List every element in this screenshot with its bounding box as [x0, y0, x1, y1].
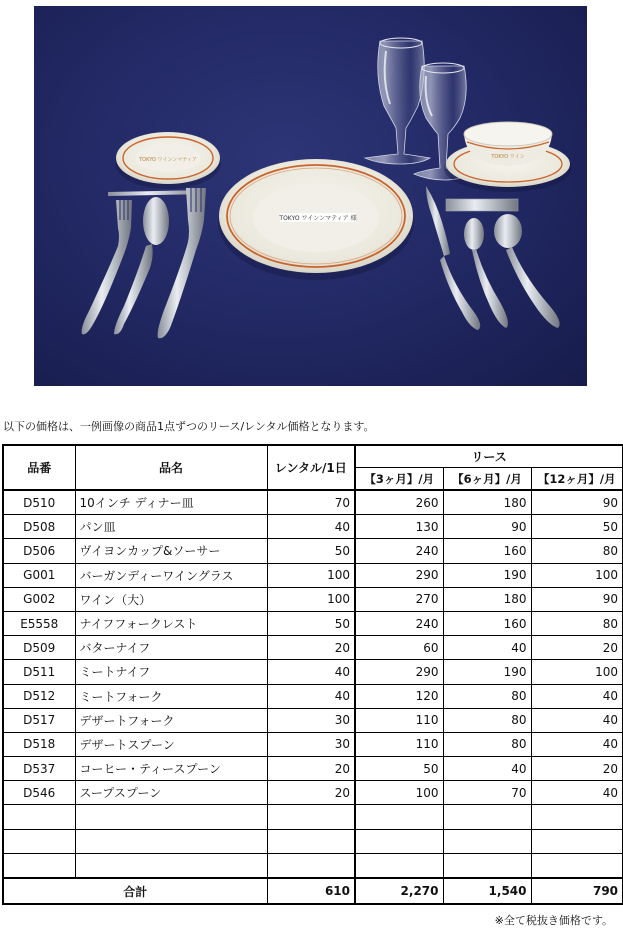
- cell-rental: 30: [267, 732, 355, 756]
- table-row: [3, 732, 623, 756]
- knife-rest: [446, 199, 518, 211]
- wine-glass-large: [365, 38, 430, 164]
- cell-name: デザートスプーン: [75, 732, 267, 756]
- cell-lease-3: [355, 829, 443, 853]
- cell-lease-3: 240: [355, 539, 443, 563]
- cell-lease-3: 130: [355, 515, 443, 539]
- header-lease-12: 【12ヶ月】/月: [531, 468, 623, 491]
- cell-code: [3, 805, 75, 829]
- cell-rental: 50: [267, 539, 355, 563]
- cell-rental: 40: [267, 684, 355, 708]
- cell-lease-6: 40: [443, 636, 531, 660]
- place-setting-illustration: [34, 6, 587, 386]
- cell-rental: 20: [267, 757, 355, 781]
- cell-name: ワイン（大）: [75, 587, 267, 611]
- intro-text: 以下の価格は、一例画像の商品1点ずつのリース/レンタル価格となります。: [3, 420, 375, 433]
- table-row: [3, 563, 623, 587]
- cell-lease-12: 80: [531, 539, 623, 563]
- cell-code: D546: [3, 781, 75, 805]
- cell-name: バターナイフ: [75, 636, 267, 660]
- table-row: [3, 660, 623, 684]
- table-row: [3, 684, 623, 708]
- cell-lease-3: 270: [355, 587, 443, 611]
- cell-name: ミートフォーク: [75, 684, 267, 708]
- tableware-photo: [34, 6, 587, 386]
- cell-lease-3: 110: [355, 732, 443, 756]
- cell-code: D511: [3, 660, 75, 684]
- cell-lease-6: 80: [443, 684, 531, 708]
- table-row: [3, 587, 623, 611]
- cell-lease-6: [443, 829, 531, 853]
- table-row: [3, 490, 623, 515]
- cell-lease-6: 40: [443, 757, 531, 781]
- cell-lease-12: 20: [531, 757, 623, 781]
- table-row: [3, 757, 623, 781]
- cell-code: D517: [3, 708, 75, 732]
- cell-lease-6: 160: [443, 539, 531, 563]
- cell-name: [75, 853, 267, 878]
- cell-rental: 20: [267, 781, 355, 805]
- tax-note: ※全て税抜き価格です。: [494, 914, 613, 927]
- header-name: 品名: [75, 445, 267, 490]
- cell-lease-12: [531, 829, 623, 853]
- cell-rental: 40: [267, 660, 355, 684]
- cell-name: ミートナイフ: [75, 660, 267, 684]
- cell-lease-3: [355, 805, 443, 829]
- cell-lease-3: 260: [355, 490, 443, 515]
- cell-rental: 70: [267, 490, 355, 515]
- cell-lease-3: 240: [355, 611, 443, 635]
- header-code: 品番: [3, 445, 75, 490]
- cell-lease-12: 90: [531, 490, 623, 515]
- price-table: [2, 444, 623, 905]
- cell-lease-12: 20: [531, 636, 623, 660]
- cell-name: デザートフォーク: [75, 708, 267, 732]
- cell-lease-12: 100: [531, 660, 623, 684]
- cell-lease-12: [531, 805, 623, 829]
- cell-code: D508: [3, 515, 75, 539]
- cell-code: D518: [3, 732, 75, 756]
- header-rental: レンタル/1日: [267, 445, 355, 490]
- cell-name: [75, 829, 267, 853]
- header-lease: リース: [355, 445, 623, 468]
- total-lease-6: 1,540: [443, 878, 531, 904]
- cell-name: パン皿: [75, 515, 267, 539]
- dinner-plate: [218, 159, 414, 280]
- table-row: [3, 515, 623, 539]
- cell-lease-6: 180: [443, 490, 531, 515]
- cell-name: ヴイヨンカップ&ソーサー: [75, 539, 267, 563]
- cell-lease-12: [531, 853, 623, 878]
- empty-row: [3, 805, 623, 829]
- cell-rental: [267, 829, 355, 853]
- cell-code: D510: [3, 490, 75, 515]
- table-row: [3, 539, 623, 563]
- total-lease-3: 2,270: [355, 878, 443, 904]
- cell-code: [3, 853, 75, 878]
- table-row: [3, 708, 623, 732]
- cell-rental: 100: [267, 587, 355, 611]
- cell-code: [3, 829, 75, 853]
- cell-lease-6: 80: [443, 708, 531, 732]
- svg-text:TOKYO ワインンマティア: TOKYO ワインンマティア: [139, 157, 197, 163]
- header-lease-6: 【6ヶ月】/月: [443, 468, 531, 491]
- table-row: [3, 781, 623, 805]
- cell-rental: 20: [267, 636, 355, 660]
- cell-name: 10インチ ディナー皿: [75, 490, 267, 515]
- total-rental: 610: [267, 878, 355, 904]
- cell-lease-12: 80: [531, 611, 623, 635]
- cell-lease-6: 190: [443, 660, 531, 684]
- cell-rental: [267, 853, 355, 878]
- cell-rental: [267, 805, 355, 829]
- bread-plate: [115, 132, 221, 189]
- cell-lease-3: 50: [355, 757, 443, 781]
- cell-lease-6: 90: [443, 515, 531, 539]
- cell-lease-3: 100: [355, 781, 443, 805]
- cell-name: ナイフフォークレスト: [75, 611, 267, 635]
- cell-lease-3: 110: [355, 708, 443, 732]
- cell-lease-6: 180: [443, 587, 531, 611]
- empty-row: [3, 829, 623, 853]
- svg-text:TOKYO ワイン: TOKYO ワイン: [491, 154, 525, 160]
- cell-code: D509: [3, 636, 75, 660]
- cell-code: D537: [3, 757, 75, 781]
- cell-lease-6: [443, 805, 531, 829]
- cell-lease-12: 40: [531, 684, 623, 708]
- total-lease-12: 790: [531, 878, 623, 904]
- cell-name: スープスプーン: [75, 781, 267, 805]
- cell-lease-12: 50: [531, 515, 623, 539]
- total-label: 合計: [3, 878, 267, 904]
- cell-lease-6: 160: [443, 611, 531, 635]
- cell-code: E5558: [3, 611, 75, 635]
- cell-lease-12: 40: [531, 781, 623, 805]
- cell-lease-3: 60: [355, 636, 443, 660]
- cell-lease-6: [443, 853, 531, 878]
- cell-name: バーガンディーワイングラス: [75, 563, 267, 587]
- cell-lease-3: 290: [355, 563, 443, 587]
- cell-lease-12: 90: [531, 587, 623, 611]
- cell-code: D506: [3, 539, 75, 563]
- cell-rental: 50: [267, 611, 355, 635]
- total-row: [3, 878, 623, 904]
- plate-print-text: TOKYO ワインンマティア 様: [279, 215, 357, 222]
- header-lease-3: 【3ヶ月】/月: [355, 468, 443, 491]
- cell-lease-3: 290: [355, 660, 443, 684]
- cell-rental: 100: [267, 563, 355, 587]
- cup-and-saucer: [444, 122, 572, 192]
- table-body: [3, 490, 623, 878]
- cell-rental: 30: [267, 708, 355, 732]
- cell-lease-12: 100: [531, 563, 623, 587]
- cell-code: G001: [3, 563, 75, 587]
- cell-rental: 40: [267, 515, 355, 539]
- cell-lease-3: 120: [355, 684, 443, 708]
- cell-code: G002: [3, 587, 75, 611]
- cell-lease-6: 190: [443, 563, 531, 587]
- cell-name: コーヒー・ティースプーン: [75, 757, 267, 781]
- table-row: [3, 636, 623, 660]
- cell-lease-6: 70: [443, 781, 531, 805]
- empty-row: [3, 853, 623, 878]
- cell-name: [75, 805, 267, 829]
- cell-lease-12: 40: [531, 732, 623, 756]
- cell-lease-6: 80: [443, 732, 531, 756]
- cell-lease-12: 40: [531, 708, 623, 732]
- cell-code: D512: [3, 684, 75, 708]
- cell-lease-3: [355, 853, 443, 878]
- table-row: [3, 611, 623, 635]
